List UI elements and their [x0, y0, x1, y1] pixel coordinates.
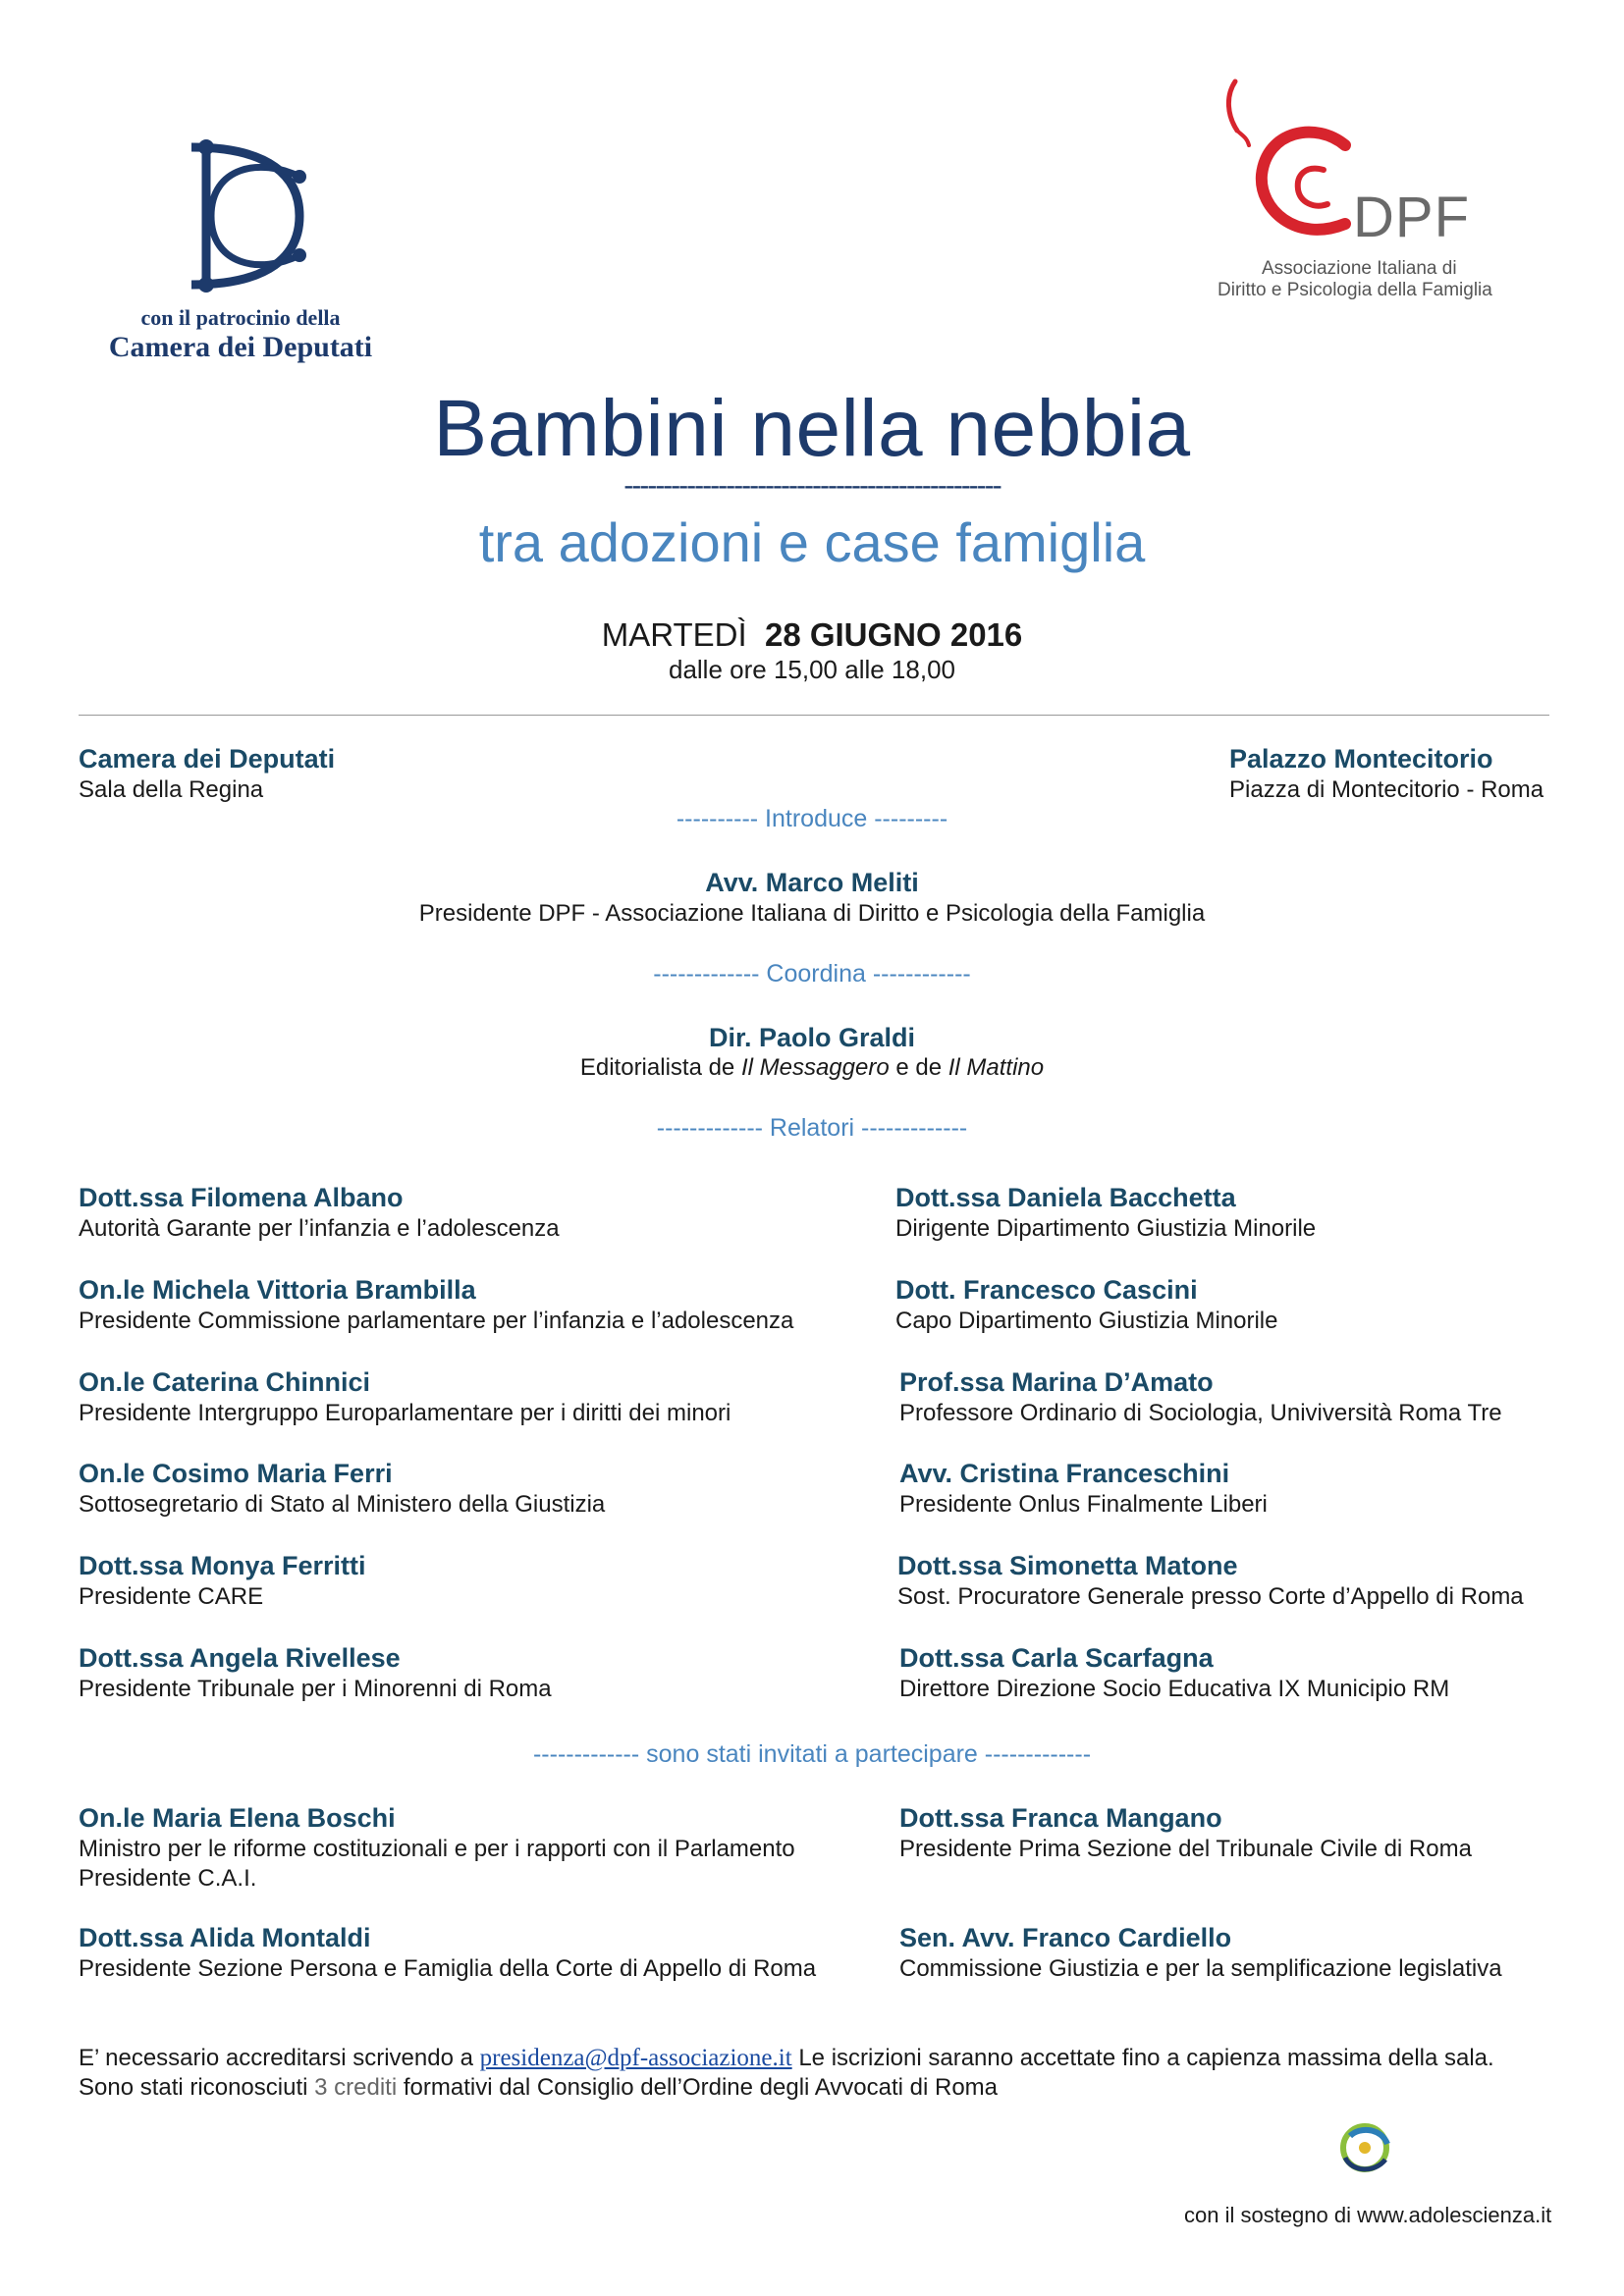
credits-suffix: formativi dal Consiglio dell’Ordine degli Avvocati di Roma [397, 2074, 999, 2101]
event-time: dalle ore 15,00 alle 18,00 [668, 655, 955, 684]
speaker-role: Sost. Procuratore Generale presso Corte d’Appello di Roma [897, 1583, 1524, 1610]
invited-item [899, 1802, 1472, 1864]
section-invitati: ------------- sono stati invitati a partecipare ------------- [532, 1740, 1092, 1768]
invited-role: Presidente Prima Sezione del Tribunale Civile di Roma [899, 1836, 1472, 1862]
event-date-value: 28 GIUGNO 2016 [764, 616, 1023, 653]
speaker-item [895, 1182, 1316, 1244]
speaker-item [79, 1642, 552, 1704]
event-weekday: MARTEDÌ [601, 616, 747, 653]
title-divider: ------------------------------------------------ [623, 469, 1001, 502]
dpf-logo-icon [1208, 77, 1365, 253]
coordinator-role-mid: e de [889, 1054, 948, 1081]
invited-name: Dott.ssa Alida Montaldi [79, 1923, 371, 1952]
dpf-subtitle-line2: Diritto e Psicologia della Famiglia [1218, 280, 1492, 300]
speaker-item [79, 1274, 793, 1336]
speaker-role: Presidente Onlus Finalmente Liberi [899, 1491, 1268, 1518]
dpf-logo [1208, 77, 1542, 312]
speaker-name: Dott.ssa Monya Ferritti [79, 1551, 366, 1580]
patronage-caption: con il patrocinio della [140, 305, 341, 330]
coordinator-name: Dir. Paolo Graldi [708, 1023, 916, 1052]
speaker-role: Sottosegretario di Stato al Ministero della Giustizia [79, 1491, 606, 1518]
dpf-name: DPF [1353, 186, 1470, 249]
invited-role: Commissione Giustizia e per la semplificazione legislativa [899, 1955, 1502, 1982]
speaker-name: Avv. Cristina Franceschini [899, 1459, 1230, 1488]
speaker-name: On.le Caterina Chinnici [79, 1367, 371, 1397]
speaker-role: Presidente Tribunale per i Minorenni di Roma [79, 1676, 552, 1702]
speaker-name: Dott.ssa Daniela Bacchetta [895, 1183, 1236, 1212]
speaker-role: Direttore Direzione Socio Educativa IX Municipio RM [899, 1676, 1450, 1702]
speaker-item [895, 1274, 1277, 1336]
speaker-role: Dirigente Dipartimento Giustizia Minorile [895, 1215, 1317, 1242]
speaker-item [79, 1182, 560, 1244]
speaker-name: On.le Michela Vittoria Brambilla [79, 1275, 476, 1305]
speaker-name: Dott.ssa Filomena Albano [79, 1183, 404, 1212]
speaker-name: Dott. Francesco Cascini [895, 1275, 1198, 1305]
dpf-subtitle-line1: Associazione Italiana di [1262, 258, 1457, 279]
camera-dei-deputati-monogram-icon [152, 137, 329, 299]
invited-role: Presidente Sezione Persona e Famiglia della Corte di Appello di Roma [79, 1955, 817, 1982]
accreditation-prefix: E’ necessario accreditarsi scrivendo a [79, 2045, 480, 2071]
accreditation-suffix: Le iscrizioni saranno accettate fino a capienza massima della sala. [791, 2045, 1494, 2071]
camera-name-caption: Camera dei Deputati [108, 331, 373, 363]
speaker-item [79, 1366, 731, 1428]
event-date [0, 616, 1624, 654]
invited-name: Dott.ssa Franca Mangano [899, 1803, 1222, 1833]
coordinator-role-prefix: Editorialista de [579, 1054, 741, 1081]
invited-item [899, 1922, 1502, 1984]
speaker-name: Dott.ssa Carla Scarfagna [899, 1643, 1214, 1673]
support-line: con il sostegno di www.adolescienza.it [1184, 2203, 1552, 2227]
speaker-item [79, 1550, 366, 1612]
introducer-name: Avv. Marco Meliti [705, 868, 919, 897]
speaker-item [79, 1458, 605, 1520]
speaker-role: Professore Ordinario di Sociologia, Univiversità Roma Tre [899, 1400, 1502, 1426]
speaker-item [897, 1550, 1524, 1612]
venue-left-sub: Sala della Regina [79, 776, 264, 803]
speaker-role: Autorità Garante per l’infanzia e l’adolescenza [79, 1215, 560, 1242]
introducer-role: Presidente DPF - Associazione Italiana di Diritto e Psicologia della Famiglia [418, 900, 1206, 927]
coordinator-paper-1: Il Messaggero [740, 1054, 890, 1081]
section-coordina: ------------- Coordina ------------ [653, 960, 971, 988]
speaker-item [899, 1366, 1502, 1428]
coordinator-paper-2: Il Mattino [947, 1054, 1045, 1081]
speaker-role: Presidente Intergruppo Europarlamentare per i diritti dei minori [79, 1400, 731, 1426]
speaker-name: Dott.ssa Angela Rivellese [79, 1643, 401, 1673]
speaker-name: Prof.ssa Marina D’Amato [899, 1367, 1214, 1397]
speaker-item [899, 1458, 1268, 1520]
venue-right-sub: Piazza di Montecitorio - Roma [1229, 776, 1544, 803]
speaker-role: Capo Dipartimento Giustizia Minorile [895, 1308, 1278, 1334]
speaker-item [899, 1642, 1449, 1704]
venue-right-title: Palazzo Montecitorio [1229, 744, 1493, 774]
invited-name: On.le Maria Elena Boschi [79, 1803, 396, 1833]
adolescienza-logo [1321, 2118, 1419, 2195]
accreditation-line [79, 2044, 1494, 2073]
credits-line [79, 2073, 1494, 2103]
credits-count: 3 crediti [314, 2074, 398, 2101]
invited-item [79, 1922, 816, 1984]
horizontal-rule [79, 715, 1549, 716]
venue-left [79, 744, 335, 804]
event-subtitle: tra adozioni e case famiglia [478, 511, 1146, 573]
footer-note [79, 2044, 1494, 2103]
coordinator-role [0, 1054, 1624, 1082]
speaker-name: On.le Cosimo Maria Ferri [79, 1459, 393, 1488]
contact-email-link[interactable]: presidenza@dpf-associazione.it [479, 2045, 792, 2071]
speaker-name: Dott.ssa Simonetta Matone [897, 1551, 1238, 1580]
credits-prefix: Sono stati riconosciuti [79, 2074, 315, 2101]
adolescienza-logo-icon [1321, 2118, 1419, 2195]
section-introduce: ---------- Introduce --------- [676, 805, 948, 832]
speaker-role: Presidente CARE [79, 1583, 264, 1610]
venue-left-title: Camera dei Deputati [79, 744, 336, 774]
venue-right [1229, 744, 1543, 804]
section-relatori: ------------- Relatori ------------- [656, 1114, 968, 1142]
invited-role: Ministro per le riforme costituzionali e per i rapporti con il Parlamento [79, 1836, 795, 1862]
event-title: Bambini nella nebbia [433, 384, 1191, 473]
invited-role-extra: Presidente C.A.I. [79, 1865, 257, 1892]
camera-logo [93, 137, 388, 364]
speaker-role: Presidente Commissione parlamentare per l’infanzia e l’adolescenza [79, 1308, 794, 1334]
invited-item [79, 1802, 795, 1894]
invited-name: Sen. Avv. Franco Cardiello [899, 1923, 1232, 1952]
